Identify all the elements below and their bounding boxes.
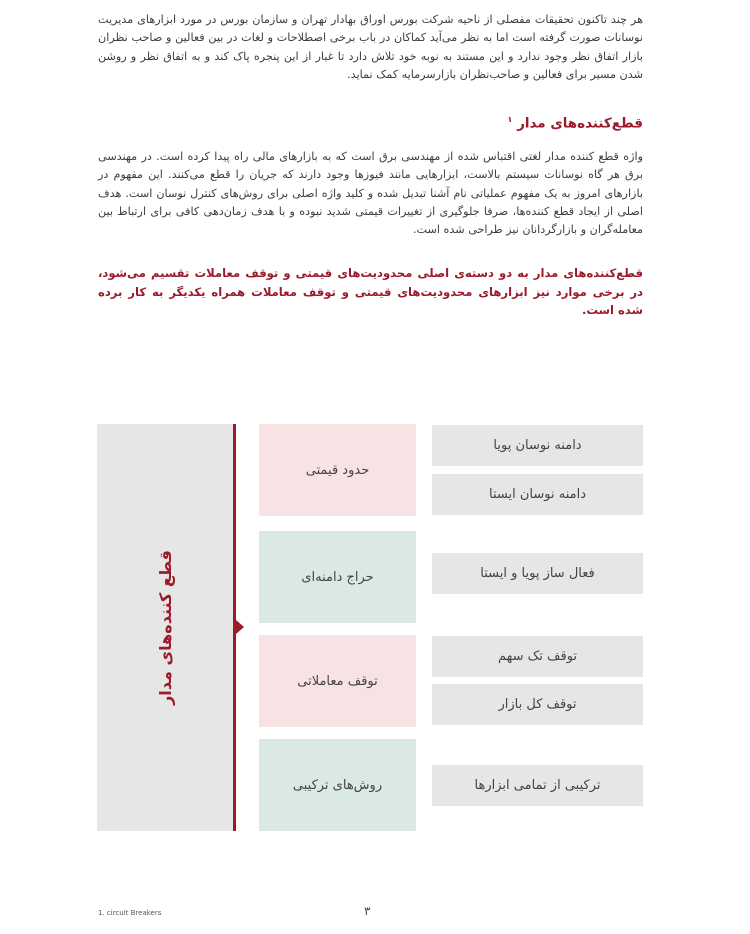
item-dynamic-static-trigger: فعال ساز پویا و ایستا bbox=[432, 553, 643, 594]
category-price-limits: حدود قیمتی bbox=[259, 424, 416, 516]
diagram-arrow bbox=[236, 620, 244, 634]
page-number: ۳ bbox=[364, 904, 371, 918]
diagram-root-title-wrap bbox=[97, 424, 234, 831]
highlight-paragraph: قطع‌کننده‌های مدار به دو دسته‌ی اصلی محدودیت‌های قیمتی و توقف معاملات تقسیم می‌شود، در برخی موارد نیز ابزارهای محدودیت‌های قیمتی و توقف معاملات همراه یکدیگر به کار برده شده است. bbox=[98, 266, 643, 317]
diagram-root-label: قطع کننده‌های مدار bbox=[156, 550, 176, 705]
footnote: 1. circuit Breakers bbox=[98, 909, 162, 917]
section-heading-text: قطع‌کننده‌های مدار bbox=[517, 115, 643, 132]
category-hybrid-methods: روش‌های ترکیبی bbox=[259, 739, 416, 831]
item-combination-all-tools: ترکیبی از تمامی ابزارها bbox=[432, 765, 643, 806]
category-band-auction: حراج دامنه‌ای bbox=[259, 531, 416, 623]
item-dynamic-price-band: دامنه نوسان پویا bbox=[432, 425, 643, 466]
body-paragraph: واژه قطع کننده مدار لغتی اقتباس شده از مهندسی برق است که به بازارهای مالی راه پیدا کرده است. در مهندسی برق هر گاه نوسانات سیستم بالاست، ابزارهایی مانند فیوزها وجود دارند که جریان را قطع می‌کنند. این مفهوم در بازارهای امروز به یک مفهوم عملیاتی نام آشنا تبدیل شده و کلید واژه اصلی برای روش‌های کنترل نوسان است. هدف اصلی از ایجاد قطع کننده‌ها، صرفا جلوگیری از تغییرات قیمتی شدید نبوده و با هدف زمان‌دهی کافی برای ارتباط بین معامله‌گران و بازارگردانان نیز طراحی شده است. bbox=[98, 150, 643, 237]
item-static-price-band: دامنه نوسان ایستا bbox=[432, 474, 643, 515]
item-market-wide-halt: توقف کل بازار bbox=[432, 684, 643, 725]
intro-paragraph: هر چند تاکنون تحقیقات مفصلی از ناحیه شرکت بورس اوراق بهادار تهران و سازمان بورس در مورد ابزارهای مدیریت نوسانات صورت گرفته است اما به نظر می‌آید کماکان در باب برخی اصطلاحات و لغات در بین فعالین و صاحب نظران بازار اتفاق نظر وجود ندارد و این مستند به نوبه خود تلاش دارد تا غبار از این پنجره پاک کند و به اتفاق نظر و روشن شدن مسیر برای فعالین و صاحب‌نظران بازارسرمایه کمک نماید. bbox=[98, 13, 643, 81]
category-trading-halt: توقف معاملاتی bbox=[259, 635, 416, 727]
footnote-ref: ۱ bbox=[507, 115, 513, 124]
item-single-stock-halt: توقف تک سهم bbox=[432, 636, 643, 677]
section-heading bbox=[507, 115, 643, 132]
